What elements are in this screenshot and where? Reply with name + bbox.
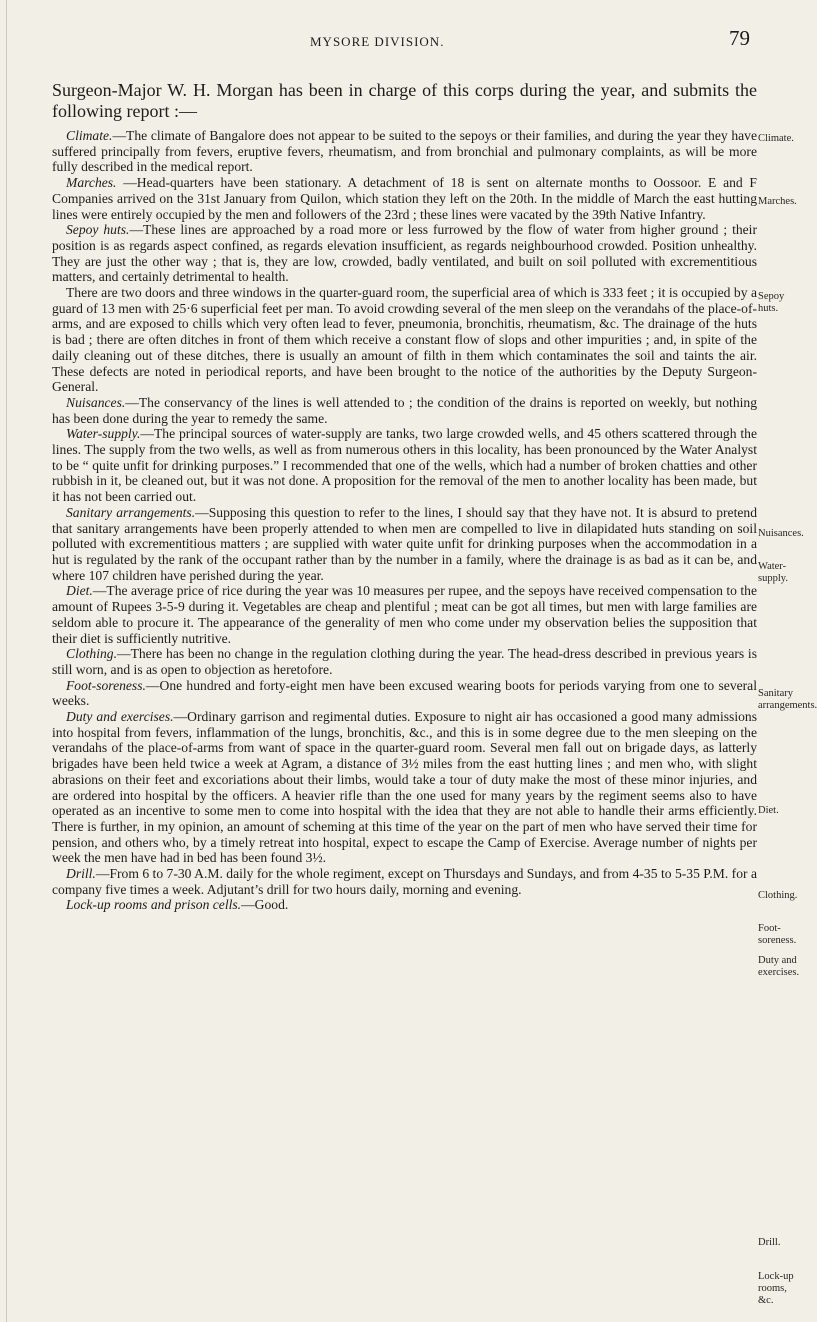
paragraph-text: —Head-quarters have been stationary. A detachment of 18 is sent on alternate months to Oossoor. E and F Companies arrived on the 31st January from Quilon, which station they left on the 20th. In the middle of March the east hutting lines were entirely occupied by the men and followers of the 23rd ; these lines were vacated by the 39th Native Infantry.	[52, 175, 757, 222]
paragraph-heading: Drill.	[66, 866, 96, 882]
paragraph-text: —Ordinary garrison and regimental duties. Exposure to night air has occasioned a good many admissions into hospital from fevers, inflammation of the lungs, bronchitis, &c., and this is in some degree due to the men sleeping on the verandahs of the place-of-arms from want of space in the quarter-guard room. Several men fall out on brigade days, as latterly brigades have been held twice a week at Agram, a distance of 3½ miles from the east hutting lines ; and men who, with slight abrasions on their feet and excoriations about their limbs, would take a tour of duty make the most of these minor injuries, and are ordered into hospital by the officers. A heavier rifle than the one used for many years by the regiment seems also to have operated as an incentive to some men to come into hospital with the idea that they are not able to handle their arms efficiently. There is further, in my opinion, an amount of scheming at this time of the year on the part of men who have served their time for pension, and others who, by a timely retreat into hospital, expect to escape the Camp of Exercise. Average number of nights per week the men have had in bed has been found 3½.	[52, 709, 757, 866]
paragraph-sepoy-huts	[52, 222, 757, 285]
margin-note-climate: Climate.	[758, 133, 794, 144]
paragraph-diet	[52, 583, 757, 646]
margin-note-lock-up: Lock-up rooms, &c.	[758, 1271, 794, 1306]
paragraph-heading: Lock-up rooms and prison cells.	[66, 897, 242, 913]
page-number: 79	[729, 26, 750, 50]
paragraph-text: —The climate of Bangalore does not appear to be suited to the sepoys or their families, and during the year they have suffered principally from fevers, eruptive fevers, rheumatism, and from bronchial and pulmonary complaints, as will be more fully described in the medical report.	[52, 128, 757, 175]
margin-note-foot-soreness: Foot-soreness.	[758, 923, 797, 946]
margin-note-sanitary: Sanitary arrangements.	[758, 688, 817, 711]
paragraph-text: —From 6 to 7-30 A.M. daily for the whole regiment, except on Thursdays and Sundays, and from 4-35 to 5-35 P.M. for a company five times a week. Adjutant’s drill for two hours daily, morning and evening.	[52, 866, 757, 897]
paragraph-quarter-guard	[52, 285, 757, 395]
intro-paragraph: Surgeon-Major W. H. Morgan has been in charge of this corps during the year, and submits the following report :—	[52, 80, 757, 121]
paragraph-text: —There has been no change in the regulation clothing during the year. The head-dress described in previous years is still worn, and is as open to objection as heretofore.	[52, 646, 757, 677]
paragraph-text: —Supposing this question to refer to the lines, I should say that they have not. It is absurd to pretend that sanitary arrangements have been properly attended to when men are compelled to live in dilapidated huts standing on soil polluted with excrementitious matters ; are supplied with water quite unfit for drinking purposes when the accommodation in a hut is regulated by the rank of the occupant rather than by the number in a family, where the drainage is as bad as it can be, and where 107 children have perished during the year.	[52, 504, 757, 583]
margin-note-nuisances: Nuisances.	[758, 528, 804, 539]
paragraph-duty	[52, 709, 757, 866]
paragraph-text: —The average price of rice during the year was 10 measures per rupee, and the sepoys have received compensation to the amount of Rupees 3-5-9 during it. Vegetables are cheap and plentiful ; meat can be got all times, but men with large families are seldom able to procure it. The appearance of the generality of men who come under my observation belies the supposition that their diet is sufficiently nutritive.	[52, 583, 757, 646]
paragraph-lock-up	[52, 897, 757, 913]
margin-note-duty: Duty and exercises.	[758, 955, 800, 978]
report-body	[52, 80, 757, 913]
paragraph-heading: Diet.	[66, 583, 93, 599]
paragraph-marches	[52, 175, 757, 222]
paragraph-heading: Water-supply.	[66, 426, 141, 442]
margin-note-marches: Marches.	[758, 196, 797, 207]
paragraph-drill	[52, 866, 757, 897]
margin-note-water-supply: Water-supply.	[758, 561, 788, 584]
paragraph-text: There are two doors and three windows in the quarter-guard room, the superficial area of which is 333 feet ; it is occupied by a guard of 13 men with 25·6 superficial feet per man. To avoid crowding several of the men sleep on the verandahs of the place-of-arms, and are exposed to chills which very often lead to fever, pneumonia, bronchitis, rheumatism, &c. The drainage of the huts is bad ; there are often ditches in front of them which receive a constant flow of slops and other impurities ; and, in spite of the daily cleaning out of these ditches, there is usually an amount of filth in them which contaminates the soil and taints the air. These defects are noted in periodical reports, and have been brought to the notice of the authorities by the Deputy Surgeon-General.	[52, 285, 757, 395]
paragraph-climate	[52, 128, 757, 175]
paragraph-heading: Nuisances.	[66, 394, 126, 410]
paragraph-text: —The principal sources of water-supply are tanks, two large crowded wells, and 45 others scattered through the lines. The supply from the two wells, as well as from numerous others in this locality, has been pronounced by the Water Analyst to be “ quite unfit for drinking purposes.” I recommended that one of the wells, which had a number of broken chatties and other rubbish in it, be cleaned out, but it was not done. A proposition for the removal of the men to another locality has been made, but it has not been carried out.	[52, 426, 757, 505]
paragraph-foot-soreness	[52, 678, 757, 709]
paragraph-heading: Clothing.	[66, 646, 117, 662]
paragraph-heading: Sepoy huts.	[66, 222, 130, 238]
paragraph-nuisances	[52, 395, 757, 426]
paragraph-text: —These lines are approached by a road more or less furrowed by the flow of water from higher ground ; their position is as regards aspect confined, as regards elevation insufficient, as regards neighbourhood crowded. Position unhealthy. They are just the other way ; that is, they are low, crowded, badly ventilated, and built on soil polluted with excrementitious matters, and certainly detrimental to health.	[52, 222, 757, 285]
margin-note-sepoy-huts: Sepoy huts.	[758, 291, 785, 314]
paragraph-sanitary	[52, 505, 757, 584]
paragraph-heading: Marches.	[66, 175, 117, 191]
paragraph-water-supply	[52, 426, 757, 505]
running-title: MYSORE DIVISION.	[310, 34, 445, 49]
paragraph-clothing	[52, 646, 757, 677]
margin-note-drill: Drill.	[758, 1237, 781, 1248]
paragraph-heading: Foot-soreness.	[66, 677, 146, 693]
paragraph-text: —One hundred and forty-eight men have been excused wearing boots for periods varying from one to several weeks.	[52, 677, 757, 709]
paragraph-heading: Duty and exercises.	[66, 709, 174, 725]
paragraph-text: —The conservancy of the lines is well attended to ; the condition of the drains is reported on weekly, but nothing has been done during the year to remedy the same.	[52, 394, 757, 426]
margin-note-clothing: Clothing.	[758, 890, 798, 901]
page-edge-line	[6, 0, 7, 1322]
margin-note-diet: Diet.	[758, 805, 779, 816]
paragraph-text: —Good.	[241, 897, 289, 913]
paragraph-heading: Sanitary arrangements.	[66, 504, 196, 520]
paragraph-heading: Climate.	[66, 128, 113, 143]
